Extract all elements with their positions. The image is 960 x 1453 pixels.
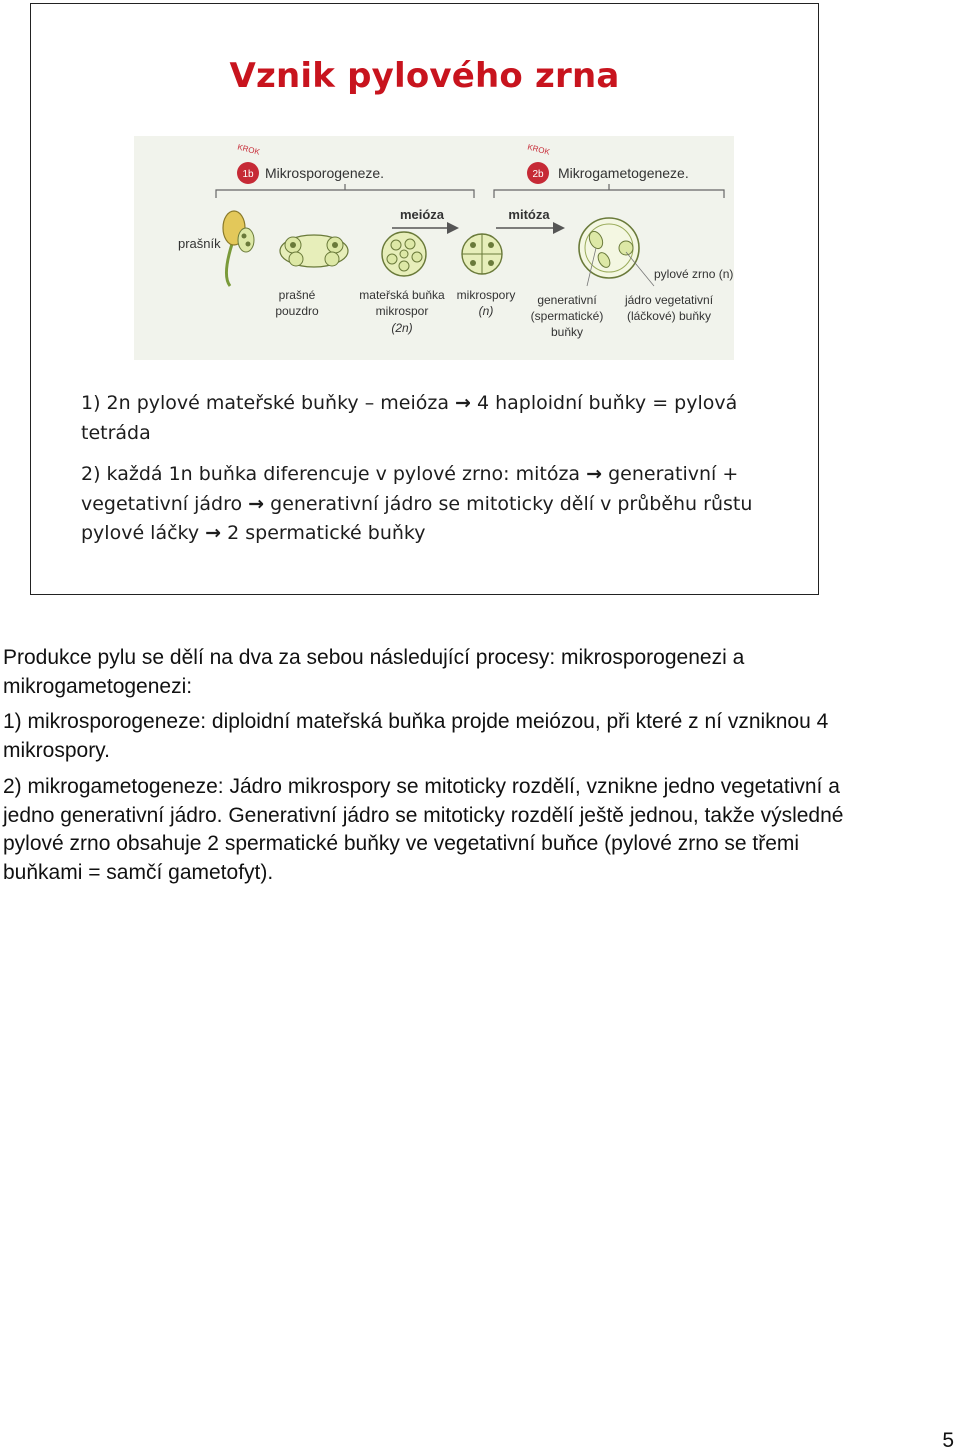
- svg-text:(láčkové) buňky: (láčkové) buňky: [626, 309, 712, 323]
- paragraph-intro: Produkce pylu se dělí na dva za sebou následující procesy: mikrosporogenezi a mikrogametogenezi:: [3, 646, 745, 698]
- slide-point-1: 1) 2n pylové mateřské buňky – meióza → 4 haploidní buňky = pylová tetráda: [81, 392, 738, 444]
- anther-label: prašník: [178, 236, 221, 251]
- pollen-grain-label: pylové zrno (n): [654, 267, 734, 281]
- arrow-icon: →: [586, 463, 603, 485]
- svg-text:mateřská buňka: mateřská buňka: [359, 288, 445, 302]
- arrow-icon: →: [455, 392, 471, 414]
- svg-text:mikrospory: mikrospory: [456, 288, 516, 302]
- tetrad-drawing: [462, 234, 502, 274]
- mother-cell-drawing: [382, 232, 426, 276]
- paragraph-microsporogenesis: 1) mikrosporogeneze: diploidní mateřská buňka projde meiózou, při které z ní vzniknou 4 mikrospory.: [3, 710, 829, 762]
- svg-text:generativní: generativní: [537, 293, 597, 307]
- page-number: 5: [942, 1429, 954, 1452]
- pollen-development-figure: [134, 136, 734, 360]
- svg-text:buňky: buňky: [550, 325, 584, 339]
- step-1-bracket: [216, 184, 474, 198]
- svg-text:mikrospor: mikrospor: [375, 304, 429, 318]
- step-2b-title: Mikrogametogeneze.: [558, 165, 689, 181]
- svg-text:2b: 2b: [532, 169, 544, 180]
- meiosis-label: meióza: [399, 207, 445, 222]
- svg-text:KROK: KROK: [526, 142, 551, 157]
- slide-point-2: 2) každá 1n buňka diferencuje v pylové zrno: mitóza → generativní + vegetativní jádro → generativní jádro se mitoticky dělí v průběhu růstu pylové láčky → 2 spermatické buňky: [81, 463, 753, 544]
- arrow-icon: →: [205, 522, 222, 544]
- svg-text:1b: 1b: [242, 169, 254, 180]
- svg-text:(spermatické): (spermatické): [530, 309, 604, 323]
- slide: [30, 3, 819, 595]
- arrow-icon: →: [248, 492, 265, 515]
- step-2b-badge: [527, 142, 552, 184]
- svg-text:prašné: prašné: [278, 288, 316, 302]
- pollen-grain-drawing: [579, 218, 639, 278]
- mitosis-label: mitóza: [508, 207, 550, 222]
- step-2-bracket: [494, 184, 724, 198]
- svg-text:pouzdro: pouzdro: [275, 304, 319, 318]
- anther-section-drawing: [280, 235, 348, 267]
- anther-drawing: [223, 211, 254, 286]
- step-1b-badge: [237, 142, 262, 184]
- svg-text:KROK: KROK: [236, 142, 261, 157]
- slide-title: Vznik pylového zrna: [229, 56, 620, 96]
- svg-text:jádro vegetativní: jádro vegetativní: [624, 293, 714, 307]
- paragraph-microgametogenesis: 2) mikrogametogeneze: Jádro mikrospory se mitoticky rozdělí, vznikne jedno vegetativní a jedno generativní jádro. Generativní jádro se mitoticky rozdělí ještě jednou, takže výsledné pylové zrno obsahuje 2 spermatické buňky ve vegetativní buňce (pylové zrno se třemi buňkami = samčí gametofyt).: [3, 775, 844, 884]
- svg-text:(n): (n): [478, 304, 494, 318]
- step-1b-title: Mikrosporogeneze.: [265, 165, 385, 181]
- svg-text:(2n): (2n): [391, 321, 413, 335]
